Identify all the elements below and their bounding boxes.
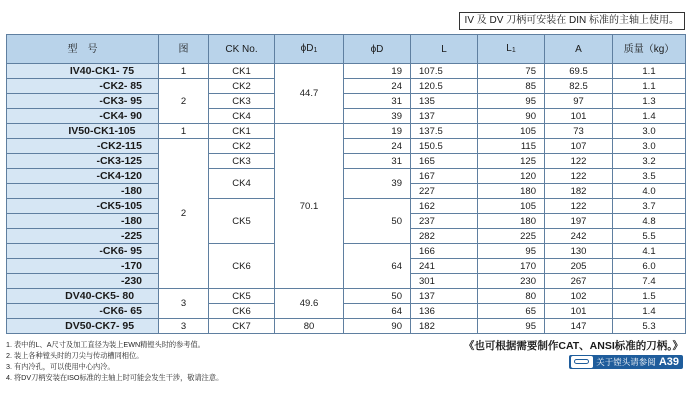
table-row [7,79,686,94]
ck-cell: CK5 [209,289,275,304]
footnotes [6,339,223,383]
a-cell: 242 [545,229,613,244]
a-cell: 147 [545,319,613,334]
l-cell: 227 [411,184,478,199]
model-cell: -CK4- 90 [7,109,159,124]
model-cell: -CK2-115 [7,139,159,154]
l1-cell: 170 [478,259,545,274]
model-cell: DV40-CK5- 80 [7,289,159,304]
mass-cell: 4.1 [613,244,686,259]
reference-label: 关于镗头请参阅 [596,357,656,367]
table-row [7,289,686,304]
d-cell: 24 [344,79,411,94]
mass-cell: 3.0 [613,139,686,154]
header-l: L [411,35,478,64]
header-ck: CK No. [209,35,275,64]
d-cell: 19 [344,124,411,139]
d-cell: 64 [344,304,411,319]
ck-cell: CK6 [209,304,275,319]
table-row [7,154,686,169]
a-cell: 205 [545,259,613,274]
custom-order-tagline: 《也可根据需要制作CAT、ANSI标准的刀柄。》 [463,340,683,352]
mass-cell: 1.4 [613,304,686,319]
ck-cell: CK2 [209,79,275,94]
d-cell: 19 [344,64,411,79]
table-row [7,169,686,184]
model-cell: -CK5-105 [7,199,159,214]
l1-cell: 125 [478,154,545,169]
d1-cell: 80 [275,319,344,334]
ck-cell: CK7 [209,319,275,334]
l-cell: 301 [411,274,478,289]
top-note: IV 及 DV 刀柄可安装在 DIN 标准的主轴上使用。 [459,12,685,30]
d-cell: 50 [344,289,411,304]
l1-cell: 120 [478,169,545,184]
model-cell: -180 [7,184,159,199]
fig-cell: 1 [159,124,209,139]
header-d1: ϕD1 [275,35,344,64]
d-cell: 50 [344,199,411,244]
l-cell: 137 [411,109,478,124]
mass-cell: 1.3 [613,94,686,109]
footnote: 2. 装上各种镗头时的刀尖与传动槽同相位。 [6,351,144,360]
l1-cell: 225 [478,229,545,244]
model-cell: IV50-CK1-105 [7,124,159,139]
spec-table [6,34,686,334]
model-cell: -CK6- 65 [7,304,159,319]
header-model: 型 号 [7,35,159,64]
a-cell: 101 [545,304,613,319]
a-cell: 130 [545,244,613,259]
l1-cell: 95 [478,319,545,334]
l-cell: 135 [411,94,478,109]
table-row [7,124,686,139]
ck-cell: CK2 [209,139,275,154]
d1-cell: 70.1 [275,124,344,289]
table-row [7,319,686,334]
model-cell: -225 [7,229,159,244]
l-cell: 162 [411,199,478,214]
footnote: 3. 有内冷孔，可以使用中心内冷。 [6,362,115,371]
d-cell: 90 [344,319,411,334]
d-cell: 24 [344,139,411,154]
mass-cell: 7.4 [613,274,686,289]
mass-cell: 4.0 [613,184,686,199]
mass-cell: 6.0 [613,259,686,274]
ck-cell: CK6 [209,244,275,289]
header-mass: 质量（kg） [613,35,686,64]
header-d: ϕD [344,35,411,64]
ck-cell: CK1 [209,124,275,139]
model-cell: -230 [7,274,159,289]
a-cell: 97 [545,94,613,109]
l-cell: 282 [411,229,478,244]
d1-cell: 44.7 [275,64,344,124]
model-cell: -CK4-120 [7,169,159,184]
fig-cell: 1 [159,64,209,79]
header-l1: L1 [478,35,545,64]
d-cell: 31 [344,94,411,109]
mass-cell: 3.0 [613,124,686,139]
l1-cell: 230 [478,274,545,289]
l-cell: 150.5 [411,139,478,154]
fig-cell: 2 [159,139,209,289]
l-cell: 166 [411,244,478,259]
fig-cell: 3 [159,319,209,334]
l1-cell: 115 [478,139,545,154]
l1-cell: 65 [478,304,545,319]
ck-cell: CK5 [209,199,275,244]
ck-cell: CK4 [209,169,275,199]
table-row [7,199,686,214]
l1-cell: 80 [478,289,545,304]
l1-cell: 95 [478,94,545,109]
l-cell: 165 [411,154,478,169]
l-cell: 241 [411,259,478,274]
l1-cell: 85 [478,79,545,94]
l1-cell: 105 [478,199,545,214]
l1-cell: 180 [478,214,545,229]
l-cell: 120.5 [411,79,478,94]
table-header [7,35,686,64]
ck-cell: CK3 [209,94,275,109]
table-row [7,64,686,79]
a-cell: 197 [545,214,613,229]
a-cell: 102 [545,289,613,304]
l-cell: 137.5 [411,124,478,139]
model-cell: -CK3-125 [7,154,159,169]
model-cell: -CK3- 95 [7,94,159,109]
ck-cell: CK1 [209,64,275,79]
table-row [7,139,686,154]
l-cell: 136 [411,304,478,319]
a-cell: 69.5 [545,64,613,79]
model-cell: DV50-CK7- 95 [7,319,159,334]
table-row [7,94,686,109]
model-cell: -CK2- 85 [7,79,159,94]
l1-cell: 95 [478,244,545,259]
model-cell: IV40-CK1- 75 [7,64,159,79]
l1-cell: 180 [478,184,545,199]
l-cell: 182 [411,319,478,334]
d-cell: 39 [344,109,411,124]
reference-badge[interactable] [569,355,683,369]
fig-cell: 3 [159,289,209,319]
l-cell: 237 [411,214,478,229]
d1-cell: 49.6 [275,289,344,319]
a-cell: 107 [545,139,613,154]
a-cell: 182 [545,184,613,199]
ck-cell: CK4 [209,109,275,124]
model-cell: -CK6- 95 [7,244,159,259]
ck-cell: CK3 [209,154,275,169]
mass-cell: 1.1 [613,79,686,94]
a-cell: 122 [545,199,613,214]
model-cell: -170 [7,259,159,274]
mass-cell: 3.2 [613,154,686,169]
table-row [7,244,686,259]
mass-cell: 5.5 [613,229,686,244]
footnote: 1. 表中的L、A尺寸及加工直径为装上EWN精镗头时的参考值。 [6,340,205,349]
d-cell: 39 [344,169,411,199]
l1-cell: 105 [478,124,545,139]
model-cell: -180 [7,214,159,229]
mass-cell: 3.7 [613,199,686,214]
l-cell: 107.5 [411,64,478,79]
l-cell: 167 [411,169,478,184]
l1-cell: 75 [478,64,545,79]
table-row [7,109,686,124]
d-cell: 31 [344,154,411,169]
a-cell: 267 [545,274,613,289]
mass-cell: 1.4 [613,109,686,124]
a-cell: 82.5 [545,79,613,94]
pointing-hand-icon [571,356,593,368]
a-cell: 122 [545,169,613,184]
mass-cell: 4.8 [613,214,686,229]
mass-cell: 1.1 [613,64,686,79]
l-cell: 137 [411,289,478,304]
mass-cell: 5.3 [613,319,686,334]
a-cell: 122 [545,154,613,169]
header-fig: 图 [159,35,209,64]
mass-cell: 3.5 [613,169,686,184]
reference-page: A39 [658,356,679,368]
l1-cell: 90 [478,109,545,124]
a-cell: 73 [545,124,613,139]
mass-cell: 1.5 [613,289,686,304]
footnote: 4. 将DV刀柄安装在ISO标准的主轴上时可能会发生干涉，敬请注意。 [6,373,224,382]
header-a: A [545,35,613,64]
table-row [7,304,686,319]
d-cell: 64 [344,244,411,289]
a-cell: 101 [545,109,613,124]
fig-cell: 2 [159,79,209,124]
